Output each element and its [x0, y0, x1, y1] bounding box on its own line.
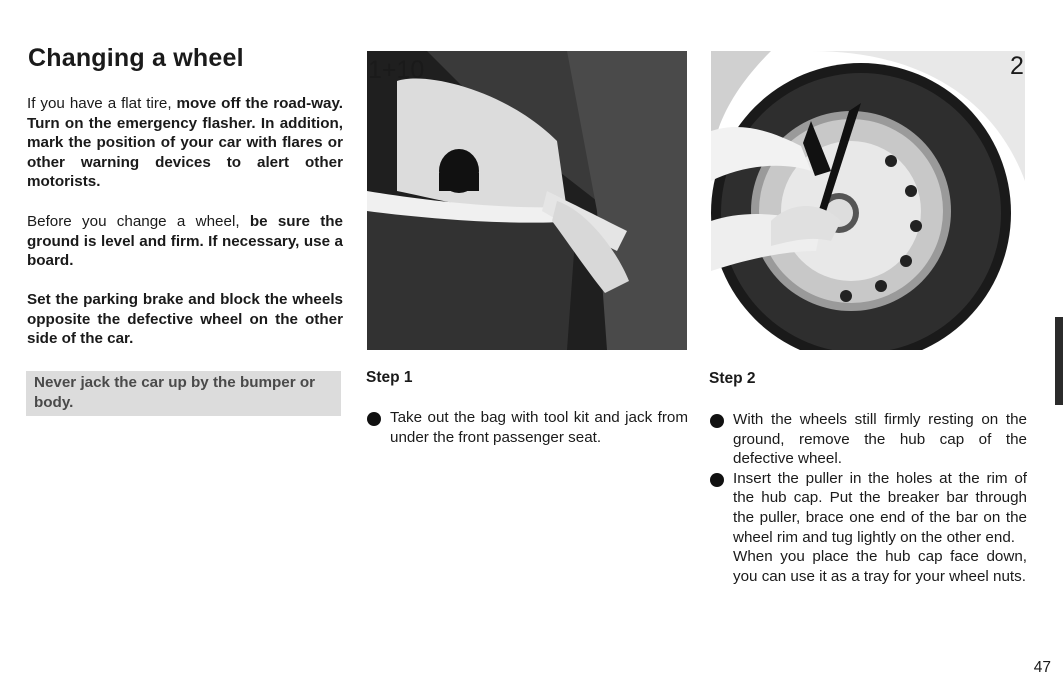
step-1-list	[366, 408, 688, 447]
step-2-bullet-1-text: With the wheels still firmly resting on the ground, remove the hub cap of the defective wheel.	[733, 411, 1027, 468]
step-1-bullet-text: Take out the bag with tool kit and jack from under the front passenger seat.	[390, 409, 688, 446]
figure-number-1: 1+10	[368, 56, 425, 84]
step-2-list	[709, 410, 1027, 586]
photo-tool-bag-under-seat	[367, 51, 687, 350]
photo-removing-hub-cap	[711, 51, 1025, 350]
intro-p3-bold: Set the parking brake and block the wheels opposite the defective wheel on the other side of the car.	[27, 291, 343, 348]
bullet-icon	[367, 412, 381, 426]
bullet-icon	[710, 414, 724, 428]
warning-box: Never jack the car up by the bumper or body.	[26, 371, 341, 416]
list-item	[709, 410, 1027, 469]
intro-paragraph-flat-tire	[27, 94, 343, 192]
step-2-continuation-text: When you place the hub cap face down, you can use it as a tray for your wheel nuts.	[733, 548, 1027, 585]
intro-paragraph-parking-brake	[27, 290, 343, 349]
intro-p2-plain: Before you change a wheel,	[27, 213, 250, 230]
intro-paragraph-ground	[27, 212, 343, 271]
section-thumb-tab	[1055, 317, 1063, 405]
step-2-heading: Step 2	[709, 370, 756, 387]
intro-p1-plain: If you have a flat tire,	[27, 95, 177, 112]
intro-p1-bold: move off the road-way. Turn on the emergency flasher. In addition, mark the position of your car with flares or other warning devices to alert other motorists.	[27, 95, 343, 191]
figure-number-2: 2	[1010, 52, 1024, 80]
step-2-bullet-2-text: Insert the puller in the holes at the rim of the hub cap. Put the breaker bar through the puller, brace one end of the bar on the wheel rim and tug lightly on the other end.	[733, 469, 1027, 546]
intro-p2-bold: be sure the ground is level and firm. If necessary, use a board.	[27, 213, 343, 270]
list-item	[366, 408, 688, 447]
step-1-heading: Step 1	[366, 369, 413, 386]
list-item	[709, 469, 1027, 587]
page-number: 47	[1033, 659, 1051, 676]
bullet-icon	[710, 473, 724, 487]
page-title: Changing a wheel	[28, 44, 244, 72]
